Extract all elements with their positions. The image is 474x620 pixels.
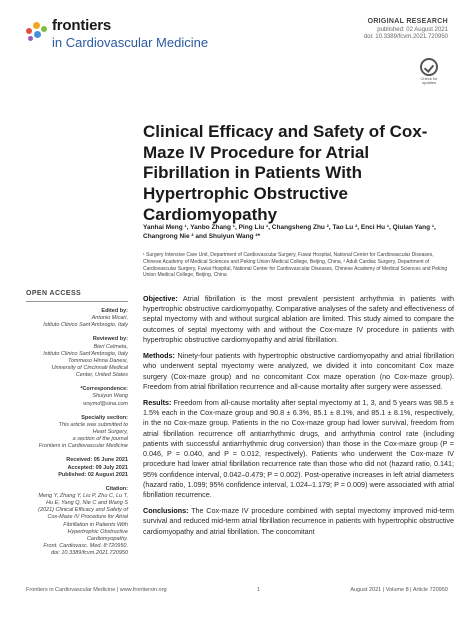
abstract-objective xyxy=(143,294,454,345)
brand-name: frontiers xyxy=(52,17,112,34)
article-title: Clinical Efficacy and Safety of Cox-Maze IV Procedure for Atrial Fibrillation in Patients With Hypertrophic Obstructive Cardiomyopathy xyxy=(143,122,428,224)
article-sidebar xyxy=(26,290,128,557)
received-date: Received: 05 June 2021 xyxy=(66,457,128,464)
editor-name: Antonio Micari, xyxy=(91,315,128,322)
citation-line: Cardiomyopathy. xyxy=(86,535,128,542)
published-date-sidebar: Published: 02 August 2021 xyxy=(58,471,128,478)
journal-name: in Cardiovascular Medicine xyxy=(52,35,209,50)
reviewer-line: Tommaso Hinna Danesi, xyxy=(67,357,128,364)
citation-line: Front. Cardiovasc. Med. 8:720950. xyxy=(43,542,128,549)
abstract xyxy=(143,294,454,543)
frontiers-logo-icon xyxy=(26,20,48,42)
edited-by-heading: Edited by: xyxy=(101,308,128,314)
methods-text: Ninety-four patients with hypertrophic obstructive cardiomyopathy and atrial fibrillation who underwent septal myectomy were analyzed, we divided it into concomitant Cox maze surgery (Cox-maze group) and no concomitant Cox maze operation (no Cox-maze group). Freedom from atrial fibrillation recurrence and all-cause mortality after surgery were assessed. xyxy=(143,351,455,391)
specialty-line: Heart Surgery, xyxy=(92,428,128,435)
open-access-label: OPEN ACCESS xyxy=(26,290,82,297)
reviewer-line: Istituto Clinico Sant'Ambrogio, Italy xyxy=(43,350,128,357)
specialty-line: a section of the journal xyxy=(72,436,128,443)
editor-affiliation: Istituto Clinico Sant'Ambrogio, Italy xyxy=(43,322,128,329)
abstract-conclusions xyxy=(143,506,454,537)
citation-line: Hu E, Yang Q, Nie C and Wang S xyxy=(46,500,128,507)
published-date: published: 02 August 2021 xyxy=(377,26,448,33)
check-updates-icon xyxy=(420,58,438,76)
reviewed-by-heading: Reviewed by: xyxy=(92,336,128,343)
methods-label: Methods: xyxy=(143,351,175,361)
check-updates-label: Check for updates xyxy=(420,76,438,86)
frontiers-logo[interactable] xyxy=(26,18,208,49)
sidebar-divider xyxy=(26,301,128,302)
page-number: 1 xyxy=(256,587,260,593)
conclusions-text: The Cox-maze IV procedure combined with septal myectomy improved mid-term survival and reduced mid-term atrial fibrillation recurrence in patients with hypertrophic obstructive cardiomyopathy and atrial fibrillation. The concomitant xyxy=(143,506,454,536)
specialty-heading: Specialty section: xyxy=(81,414,128,421)
citation-line: (2021) Clinical Efficacy and Safety of xyxy=(38,507,128,514)
footer-journal-link[interactable]: Frontiers in Cardiovascular Medicine | www.frontiersin.org xyxy=(26,587,167,593)
citation-line: Fibrillation in Patients With xyxy=(63,521,128,528)
citation-line: Cox-Maze IV Procedure for Atrial xyxy=(47,514,128,521)
results-text: Freedom from all-cause mortality after septal myectomy at 1, 3, and 5 years was 98.5 ± 1.5% each in the Cox-maze group and 90.8 ± 6.3%, 85.1 ± 8.1%, and 85.1 ± 8.1%, respectively, in the no Cox-maze group. Patients in the no Cox-maze group had lower survival, freedom from atrial fibrillation recurrence off antiarrhythmic drugs, and arrhythmia control rate (including patients with successful antiarrhythmic drug conversion) than those in the Cox-maze group (P = 0.046, P = 0.040, and P = 0.012, respectively). Patients who underwent the Cox-maze IV procedure had lower atrial fibrillation recurrence rate than those who did not (hazard ratio, 0.141; 95% confidence interval, 0.042–0.479; P = 0.002). Post-operative increases in left atrial diameters (hazard ratio, 1.099; 95% confidence interval, 1.024–1.179; P = 0.009) were associated with atrial fibrillation recurrence. xyxy=(143,397,454,499)
citation-line: Hypertrophic Obstructive xyxy=(67,528,128,535)
specialty-line: This article was submitted to xyxy=(58,421,128,428)
citation-line: Meng Y, Zhang Y, Liu P, Zhu C, Lu T, xyxy=(38,492,128,499)
reviewer-line: Center, United States xyxy=(75,372,128,379)
check-for-updates-button[interactable] xyxy=(418,58,440,86)
objective-text: Atrial fibrillation is the most prevalent persistent arrhythmia in patients with hypertrophic obstructive cardiomyopathy. Comparative analyses of the safety and effectiveness of septal myectomy with and without surgical ablation are limited. This study aimed to compare the outcomes of septal myectomy with and without the Cox-maze IV procedure in patients with hypertrophic obstructive cardiomyopathy and atrial fibrillation. xyxy=(143,294,454,344)
results-label: Results: xyxy=(143,397,172,407)
article-type: ORIGINAL RESEARCH xyxy=(367,18,448,25)
citation-heading: Citation: xyxy=(105,485,128,492)
conclusions-label: Conclusions: xyxy=(143,506,189,516)
correspondence-email[interactable]: wsymd@sina.com xyxy=(83,400,128,407)
accepted-date: Accepted: 09 July 2021 xyxy=(67,464,128,471)
article-meta xyxy=(364,18,448,42)
abstract-methods xyxy=(143,351,454,392)
reviewer-line: University of Cincinnati Medical xyxy=(51,364,128,371)
abstract-results xyxy=(143,398,454,500)
author-list: Yanhai Meng ¹, Yanbo Zhang ¹, Ping Liu ¹, Changsheng Zhu ², Tao Lu ², Enci Hu ¹, Qiulan Yang ¹, Changrong Nie ² and Shuiyun Wang ²* xyxy=(143,224,436,240)
footer-issue-info: August 2021 | Volume 8 | Article 720950 xyxy=(350,587,448,593)
affiliations: ¹ Surgery Intensive Care Unit, Department of Cardiovascular Surgery, Fuwai Hospital, National Center for Cardiovascular Diseases, Chinese Academy of Medical Sciences and Peking Union Medical College, Beijing, China, ² Adult Cardiac Surgery, Department of Cardiovascular Surgery, Fuwai Hospital, National Center for Cardiovascular Diseases, Chinese Academy of Medical Sciences and Peking Union Medical College, Beijing, China xyxy=(143,252,448,279)
citation-doi[interactable]: doi: 10.3389/fcvm.2021.720950 xyxy=(50,550,128,557)
doi-link[interactable]: doi: 10.3389/fcvm.2021.720950 xyxy=(363,34,448,41)
specialty-line: Frontiers in Cardiovascular Medicine xyxy=(38,443,128,450)
page-footer xyxy=(26,587,448,593)
correspondence-name: Shuiyun Wang xyxy=(92,393,128,400)
objective-label: Objective: xyxy=(143,294,178,303)
reviewer-line: Bieri Celmeta, xyxy=(93,343,128,350)
correspondence-heading: *Correspondence: xyxy=(80,386,128,393)
